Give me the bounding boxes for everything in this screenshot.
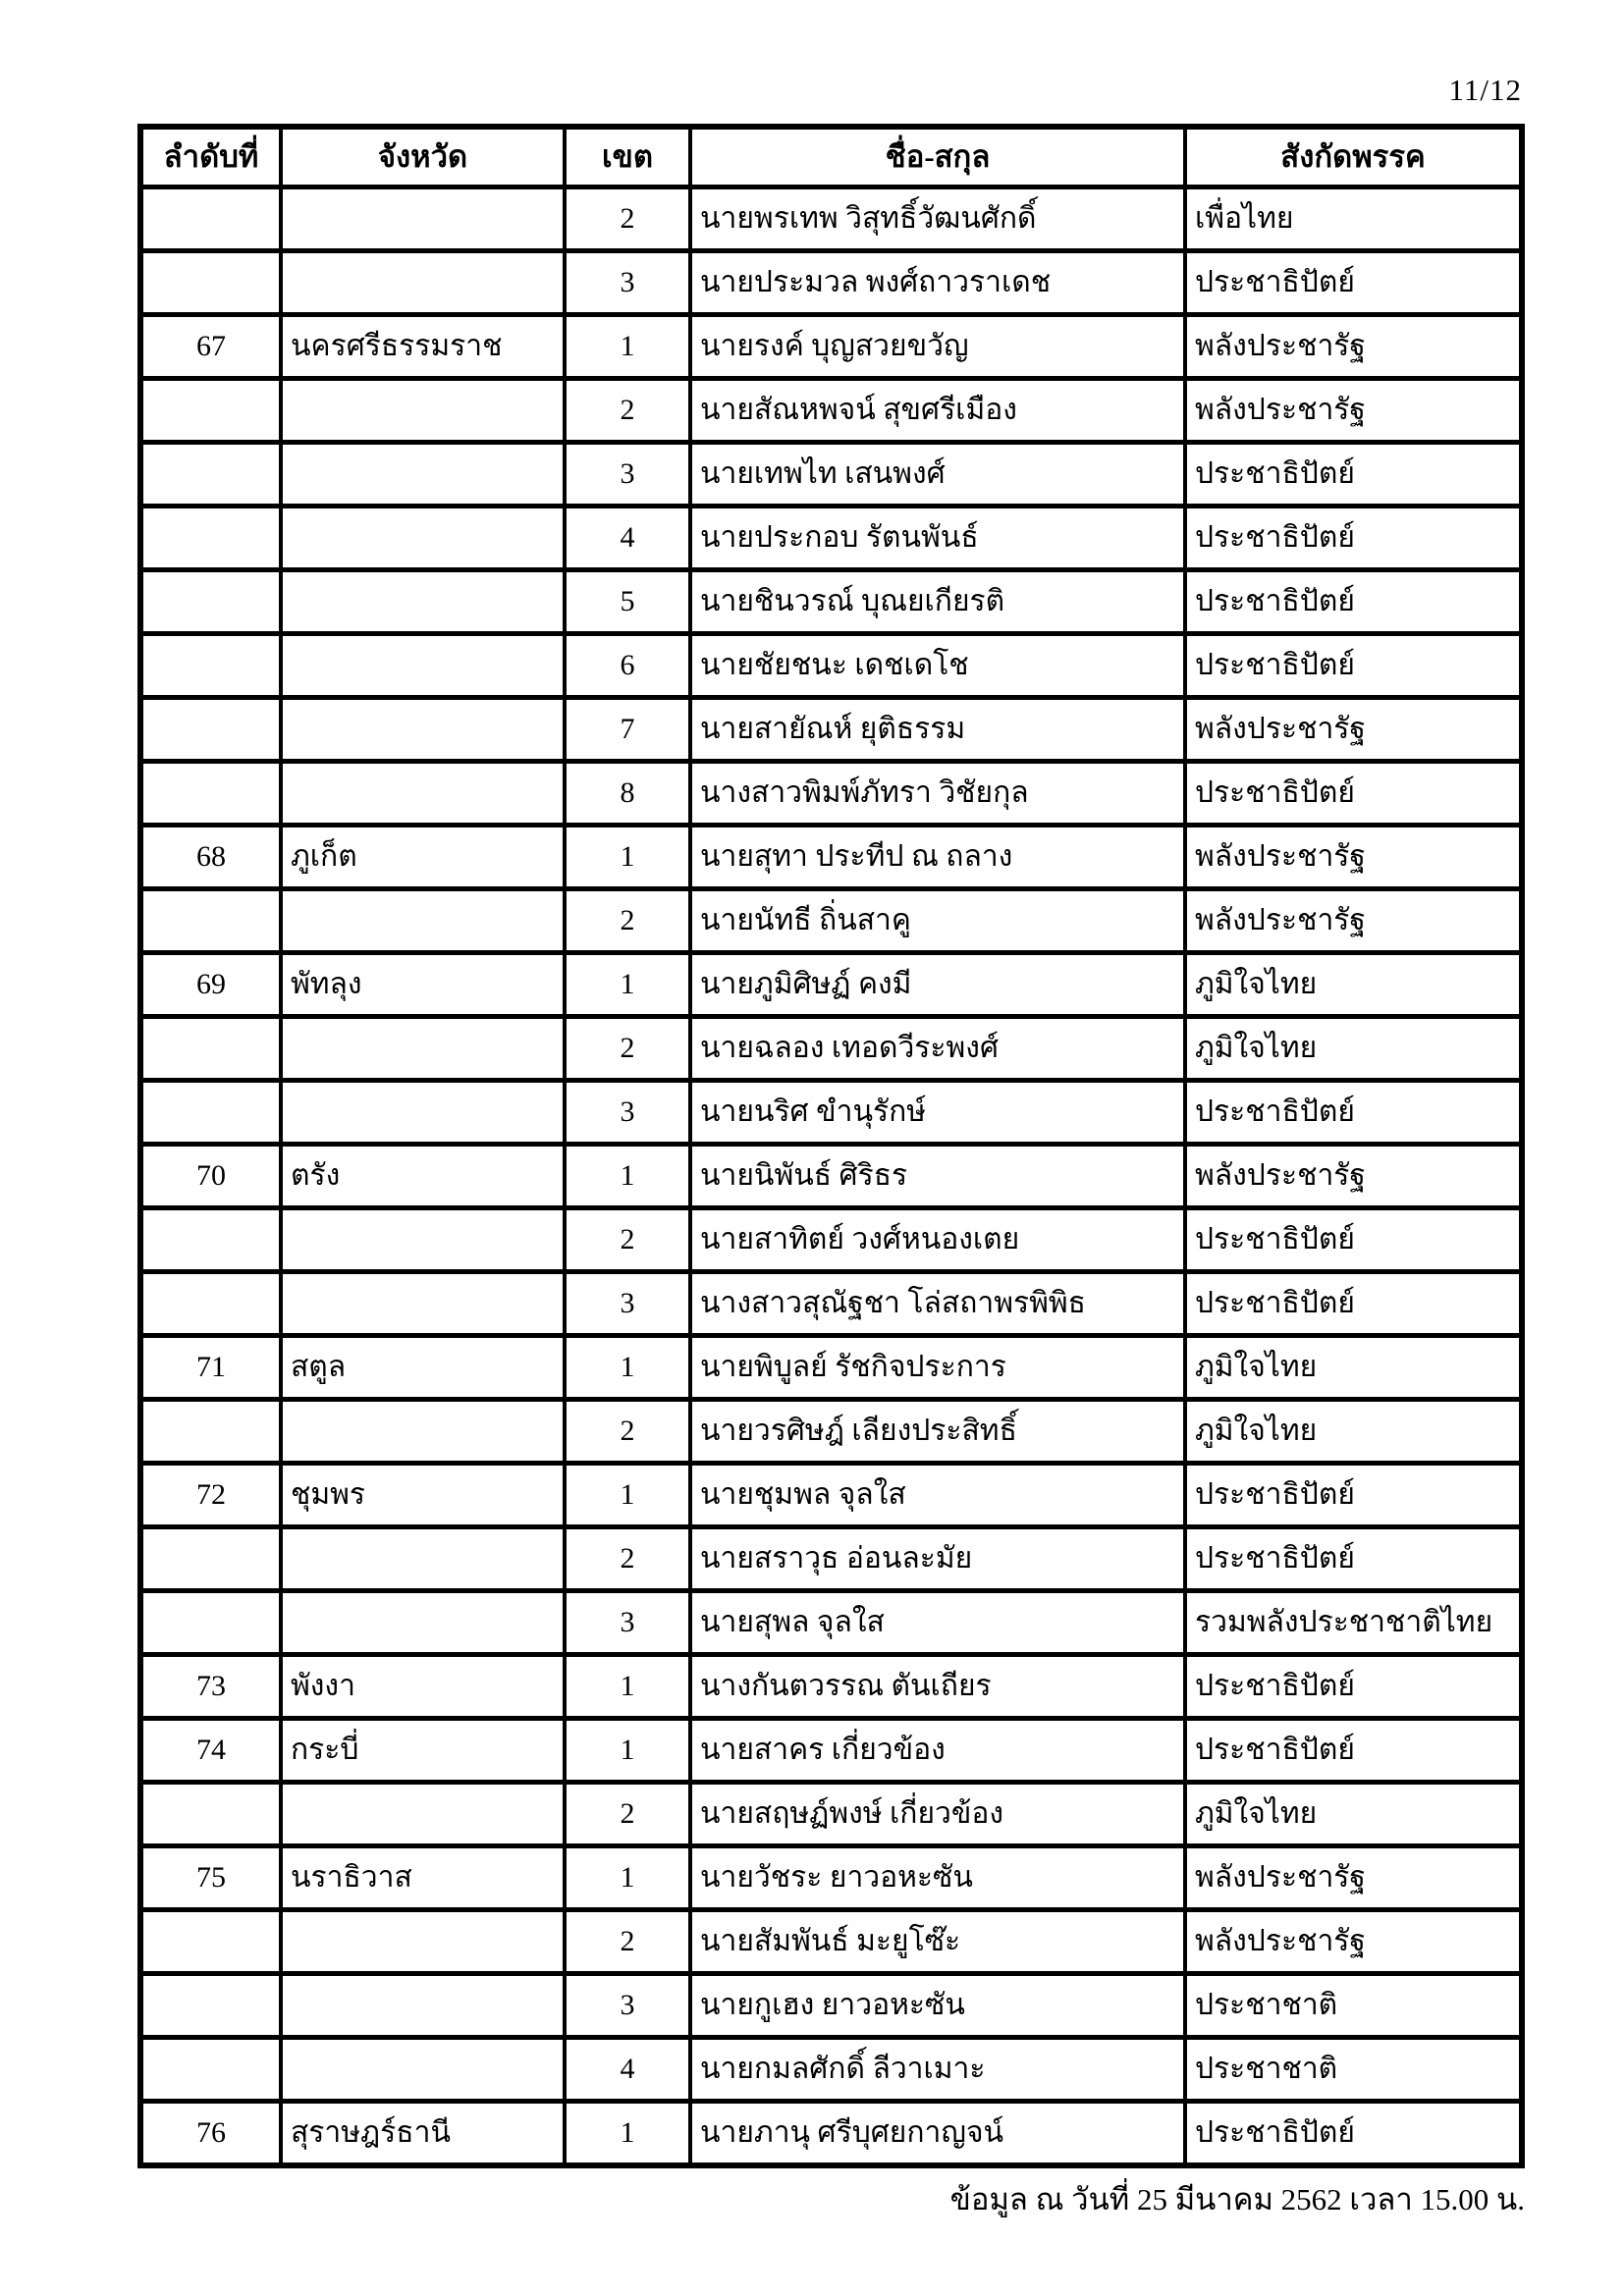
table-row [140, 570, 1522, 634]
cell-order-no [140, 698, 281, 762]
header-party: สังกัดพรรค [1185, 127, 1522, 187]
table-row [140, 698, 1522, 762]
cell-order-no [140, 1527, 281, 1591]
cell-party: พลังประชารัฐ [1185, 698, 1522, 762]
cell-district: 2 [565, 1910, 690, 1974]
cell-name: นายฉลอง เทอดวีระพงศ์ [690, 1017, 1185, 1081]
table-row [140, 187, 1522, 251]
cell-province [281, 1591, 565, 1655]
cell-province: นครศรีธรรมราช [281, 315, 565, 379]
table-row [140, 634, 1522, 698]
cell-province: พังงา [281, 1655, 565, 1719]
cell-order-no [140, 1081, 281, 1145]
cell-district: 1 [565, 1655, 690, 1719]
cell-district: 1 [565, 1719, 690, 1783]
cell-district: 7 [565, 698, 690, 762]
cell-province [281, 251, 565, 315]
table-row [140, 2038, 1522, 2102]
table-row [140, 1719, 1522, 1783]
cell-party: ภูมิใจไทย [1185, 1400, 1522, 1464]
cell-party: ประชาธิปัตย์ [1185, 634, 1522, 698]
cell-name: นางสาวพิมพ์ภัทรา วิชัยกุล [690, 762, 1185, 826]
cell-province [281, 1527, 565, 1591]
cell-party: ประชาธิปัตย์ [1185, 1719, 1522, 1783]
cell-district: 2 [565, 1527, 690, 1591]
cell-province: ภูเก็ต [281, 826, 565, 889]
table-row [140, 1017, 1522, 1081]
cell-name: นายชุมพล จุลใส [690, 1464, 1185, 1527]
cell-province [281, 570, 565, 634]
cell-party: ประชาธิปัตย์ [1185, 251, 1522, 315]
cell-order-no: 67 [140, 315, 281, 379]
cell-district: 2 [565, 1208, 690, 1272]
cell-district: 2 [565, 379, 690, 443]
cell-district: 5 [565, 570, 690, 634]
cell-district: 3 [565, 1974, 690, 2038]
cell-province [281, 443, 565, 507]
table-header [140, 127, 1522, 187]
table-row [140, 953, 1522, 1017]
table-row [140, 507, 1522, 570]
cell-party: ประชาธิปัตย์ [1185, 443, 1522, 507]
cell-order-no [140, 762, 281, 826]
cell-party: ประชาธิปัตย์ [1185, 762, 1522, 826]
cell-party: ภูมิใจไทย [1185, 1017, 1522, 1081]
cell-order-no [140, 570, 281, 634]
cell-province [281, 1272, 565, 1336]
table-row [140, 315, 1522, 379]
cell-province: สุราษฎร์ธานี [281, 2102, 565, 2166]
cell-district: 4 [565, 2038, 690, 2102]
cell-district: 1 [565, 315, 690, 379]
cell-province: ตรัง [281, 1145, 565, 1208]
cell-district: 2 [565, 1017, 690, 1081]
header-order-no: ลำดับที่ [140, 127, 281, 187]
table-row [140, 762, 1522, 826]
cell-province: พัทลุง [281, 953, 565, 1017]
cell-party: ประชาชาติ [1185, 2038, 1522, 2102]
table-body [140, 187, 1522, 2166]
cell-district: 3 [565, 1591, 690, 1655]
cell-party: ประชาธิปัตย์ [1185, 1081, 1522, 1145]
cell-name: นายวัชระ ยาวอหะซัน [690, 1846, 1185, 1910]
cell-province: กระบี่ [281, 1719, 565, 1783]
cell-name: นายสฤษฏ์พงษ์ เกี่ยวข้อง [690, 1783, 1185, 1846]
cell-order-no: 70 [140, 1145, 281, 1208]
cell-order-no: 76 [140, 2102, 281, 2166]
cell-name: นายสัณหพจน์ สุขศรีเมือง [690, 379, 1185, 443]
cell-district: 2 [565, 889, 690, 953]
footer-note: ข้อมูล ณ วันที่ 25 มีนาคม 2562 เวลา 15.00 น. [949, 2182, 1525, 2216]
cell-party: ภูมิใจไทย [1185, 1336, 1522, 1400]
cell-province [281, 1783, 565, 1846]
table-row [140, 1464, 1522, 1527]
cell-order-no [140, 379, 281, 443]
header-name: ชื่อ-สกุล [690, 127, 1185, 187]
table-row [140, 1081, 1522, 1145]
cell-order-no [140, 2038, 281, 2102]
cell-order-no [140, 1591, 281, 1655]
cell-district: 1 [565, 826, 690, 889]
cell-order-no [140, 1783, 281, 1846]
cell-party: พลังประชารัฐ [1185, 379, 1522, 443]
cell-party: ประชาชาติ [1185, 1974, 1522, 2038]
cell-province [281, 1017, 565, 1081]
table-row [140, 1655, 1522, 1719]
cell-district: 6 [565, 634, 690, 698]
cell-district: 8 [565, 762, 690, 826]
cell-province: ชุมพร [281, 1464, 565, 1527]
cell-party: พลังประชารัฐ [1185, 826, 1522, 889]
cell-province [281, 634, 565, 698]
cell-order-no [140, 1017, 281, 1081]
cell-name: นายนริศ ขำนุรักษ์ [690, 1081, 1185, 1145]
header-province: จังหวัด [281, 127, 565, 187]
cell-party: ภูมิใจไทย [1185, 953, 1522, 1017]
cell-province [281, 1400, 565, 1464]
cell-name: นายภูมิศิษฏ์ คงมี [690, 953, 1185, 1017]
cell-order-no [140, 251, 281, 315]
table-row [140, 1145, 1522, 1208]
cell-name: นายกมลศักดิ์ ลีวาเมาะ [690, 2038, 1185, 2102]
cell-name: นายสาคร เกี่ยวข้อง [690, 1719, 1185, 1783]
cell-district: 1 [565, 1464, 690, 1527]
cell-name: นายสราวุธ อ่อนละมัย [690, 1527, 1185, 1591]
cell-order-no: 71 [140, 1336, 281, 1400]
cell-party: พลังประชารัฐ [1185, 315, 1522, 379]
cell-district: 1 [565, 1145, 690, 1208]
cell-name: นายรงค์ บุญสวยขวัญ [690, 315, 1185, 379]
table-row [140, 1974, 1522, 2038]
cell-party: ประชาธิปัตย์ [1185, 1208, 1522, 1272]
cell-party: ประชาธิปัตย์ [1185, 1272, 1522, 1336]
cell-district: 3 [565, 443, 690, 507]
cell-order-no [140, 187, 281, 251]
cell-order-no [140, 443, 281, 507]
cell-district: 4 [565, 507, 690, 570]
table-row [140, 379, 1522, 443]
cell-party: ประชาธิปัตย์ [1185, 2102, 1522, 2166]
cell-order-no [140, 1272, 281, 1336]
cell-party: ภูมิใจไทย [1185, 1783, 1522, 1846]
cell-name: นายภานุ ศรีบุศยกาญจน์ [690, 2102, 1185, 2166]
cell-name: นางสาวสุณัฐชา โล่สถาพรพิพิธ [690, 1272, 1185, 1336]
cell-name: นายสุพล จุลใส [690, 1591, 1185, 1655]
cell-order-no: 73 [140, 1655, 281, 1719]
cell-name: นายกูเฮง ยาวอหะซัน [690, 1974, 1185, 2038]
table-row [140, 2102, 1522, 2166]
table-row [140, 1910, 1522, 1974]
cell-province: นราธิวาส [281, 1846, 565, 1910]
cell-order-no: 69 [140, 953, 281, 1017]
cell-district: 1 [565, 2102, 690, 2166]
cell-province [281, 187, 565, 251]
cell-province [281, 762, 565, 826]
cell-order-no: 68 [140, 826, 281, 889]
table-row [140, 1208, 1522, 1272]
cell-name: นางกันตวรรณ ตันเถียร [690, 1655, 1185, 1719]
cell-party: ประชาธิปัตย์ [1185, 570, 1522, 634]
header-row [140, 127, 1522, 187]
page-number: 11/12 [1448, 73, 1522, 107]
cell-party: เพื่อไทย [1185, 187, 1522, 251]
cell-order-no: 74 [140, 1719, 281, 1783]
cell-province [281, 1081, 565, 1145]
cell-name: นายสาทิตย์ วงศ์หนองเตย [690, 1208, 1185, 1272]
table-row [140, 1272, 1522, 1336]
cell-name: นายนัทธี ถิ่นสาคู [690, 889, 1185, 953]
table-row [140, 1591, 1522, 1655]
cell-district: 1 [565, 1336, 690, 1400]
cell-order-no [140, 1208, 281, 1272]
table-row [140, 1846, 1522, 1910]
table-row [140, 1336, 1522, 1400]
cell-name: นายพิบูลย์ รัชกิจประการ [690, 1336, 1185, 1400]
cell-district: 1 [565, 1846, 690, 1910]
table-row [140, 1400, 1522, 1464]
cell-party: พลังประชารัฐ [1185, 1846, 1522, 1910]
cell-party: รวมพลังประชาชาติไทย [1185, 1591, 1522, 1655]
cell-order-no [140, 1400, 281, 1464]
cell-name: นายสายัณห์ ยุติธรรม [690, 698, 1185, 762]
table-row [140, 1527, 1522, 1591]
cell-name: นายสุทา ประทีป ณ ถลาง [690, 826, 1185, 889]
cell-district: 1 [565, 953, 690, 1017]
cell-name: นายชัยชนะ เดชเดโช [690, 634, 1185, 698]
cell-party: พลังประชารัฐ [1185, 889, 1522, 953]
cell-name: นายพรเทพ วิสุทธิ์วัฒนศักดิ์ [690, 187, 1185, 251]
cell-order-no [140, 1910, 281, 1974]
cell-name: นายสัมพันธ์ มะยูโซ๊ะ [690, 1910, 1185, 1974]
table-row [140, 889, 1522, 953]
cell-district: 3 [565, 251, 690, 315]
cell-order-no: 75 [140, 1846, 281, 1910]
cell-party: พลังประชารัฐ [1185, 1145, 1522, 1208]
cell-district: 3 [565, 1272, 690, 1336]
cell-district: 2 [565, 187, 690, 251]
cell-name: นายชินวรณ์ บุณยเกียรติ [690, 570, 1185, 634]
cell-name: นายนิพันธ์ ศิริธร [690, 1145, 1185, 1208]
cell-name: นายประกอบ รัตนพันธ์ [690, 507, 1185, 570]
cell-province [281, 1910, 565, 1974]
cell-province [281, 507, 565, 570]
cell-province [281, 1974, 565, 2038]
cell-party: พลังประชารัฐ [1185, 1910, 1522, 1974]
cell-district: 2 [565, 1400, 690, 1464]
cell-province [281, 2038, 565, 2102]
cell-order-no [140, 634, 281, 698]
cell-district: 3 [565, 1081, 690, 1145]
cell-province: สตูล [281, 1336, 565, 1400]
table-row [140, 443, 1522, 507]
mp-candidates-table [137, 124, 1525, 2168]
table-row [140, 1783, 1522, 1846]
cell-party: ประชาธิปัตย์ [1185, 1655, 1522, 1719]
cell-order-no: 72 [140, 1464, 281, 1527]
cell-party: ประชาธิปัตย์ [1185, 507, 1522, 570]
cell-order-no [140, 889, 281, 953]
cell-name: นายวรศิษฎ์ เลียงประสิทธิ์ [690, 1400, 1185, 1464]
cell-party: ประชาธิปัตย์ [1185, 1464, 1522, 1527]
cell-order-no [140, 1974, 281, 2038]
cell-province [281, 698, 565, 762]
cell-district: 2 [565, 1783, 690, 1846]
table-row [140, 251, 1522, 315]
cell-party: ประชาธิปัตย์ [1185, 1527, 1522, 1591]
table-row [140, 826, 1522, 889]
cell-province [281, 379, 565, 443]
cell-province [281, 1208, 565, 1272]
cell-name: นายประมวล พงศ์ถาวราเดช [690, 251, 1185, 315]
cell-order-no [140, 507, 281, 570]
cell-name: นายเทพไท เสนพงศ์ [690, 443, 1185, 507]
header-district: เขต [565, 127, 690, 187]
cell-province [281, 889, 565, 953]
